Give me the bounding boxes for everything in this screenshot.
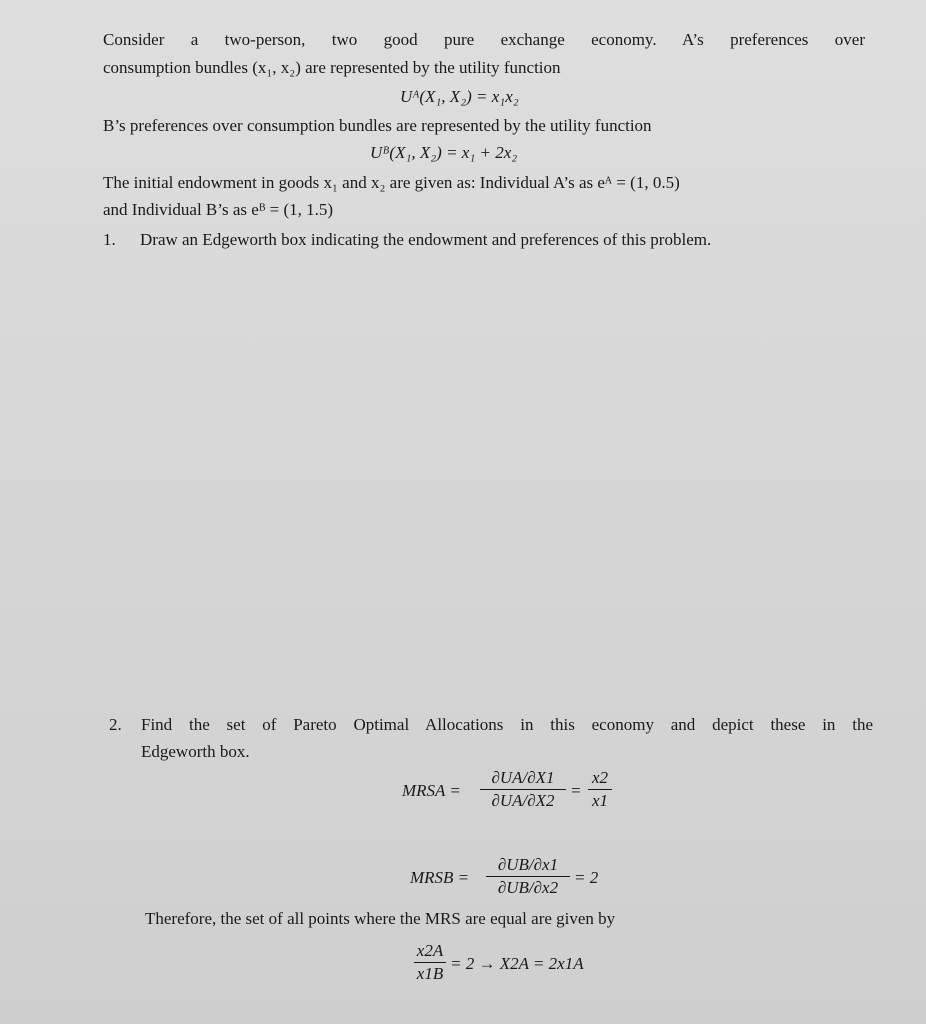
endowment-line-1: The initial endowment in goods x₁ and x₂ are given as: Individual A’s as eᴬ = (1, 0.5)	[103, 173, 680, 192]
mrs-a-fraction	[480, 768, 566, 811]
question-1-text: Draw an Edgeworth box indicating the endowment and preferences of this problem.	[140, 230, 712, 249]
question-2-line-2: Edgeworth box.	[141, 742, 250, 761]
mrs-b-result: = 2	[574, 868, 599, 887]
final-denominator: x1B	[416, 964, 444, 983]
b-preferences-line: B’s preferences over consumption bundles are represented by the utility function	[103, 116, 652, 135]
mrs-a-ratio-denominator: x1	[591, 791, 609, 810]
mrs-a-denominator: ∂UA/∂X2	[491, 791, 555, 810]
question-2-number: 2.	[109, 715, 122, 734]
final-numerator: x2A	[414, 941, 446, 963]
mrs-b-numerator: ∂UB/∂x1	[486, 855, 570, 877]
mrs-a-label: MRSA =	[402, 781, 461, 800]
question-1-number: 1.	[103, 230, 116, 249]
intro-line-2: consumption bundles (x₁, x₂) are represented by the utility function	[103, 58, 561, 77]
mrs-a-numerator: ∂UA/∂X1	[480, 768, 566, 790]
final-fraction	[414, 941, 446, 984]
mrs-a-equals: =	[570, 781, 582, 800]
mrs-b-fraction	[486, 855, 570, 898]
utility-a-equation: Uᴬ(X₁, X₂) = x₁x₂	[400, 87, 519, 106]
mrs-a-ratio	[588, 768, 612, 811]
final-relation: = 2 → X2A = 2x1A	[450, 954, 584, 973]
mrs-a-ratio-numerator: x2	[588, 768, 612, 790]
question-2-line-1: Find the set of Pareto Optimal Allocations in this economy and depict these in the	[141, 715, 873, 734]
endowment-line-2: and Individual B’s as eᴮ = (1, 1.5)	[103, 200, 334, 219]
intro-line-1: Consider a two-person, two good pure exchange economy. A’s preferences over	[103, 30, 865, 49]
therefore-line: Therefore, the set of all points where the MRS are equal are given by	[145, 909, 616, 928]
utility-b-equation: Uᴮ(X₁, X₂) = x₁ + 2x₂	[370, 143, 518, 162]
mrs-b-denominator: ∂UB/∂x2	[497, 878, 559, 897]
mrs-b-label: MRSB =	[410, 868, 470, 887]
